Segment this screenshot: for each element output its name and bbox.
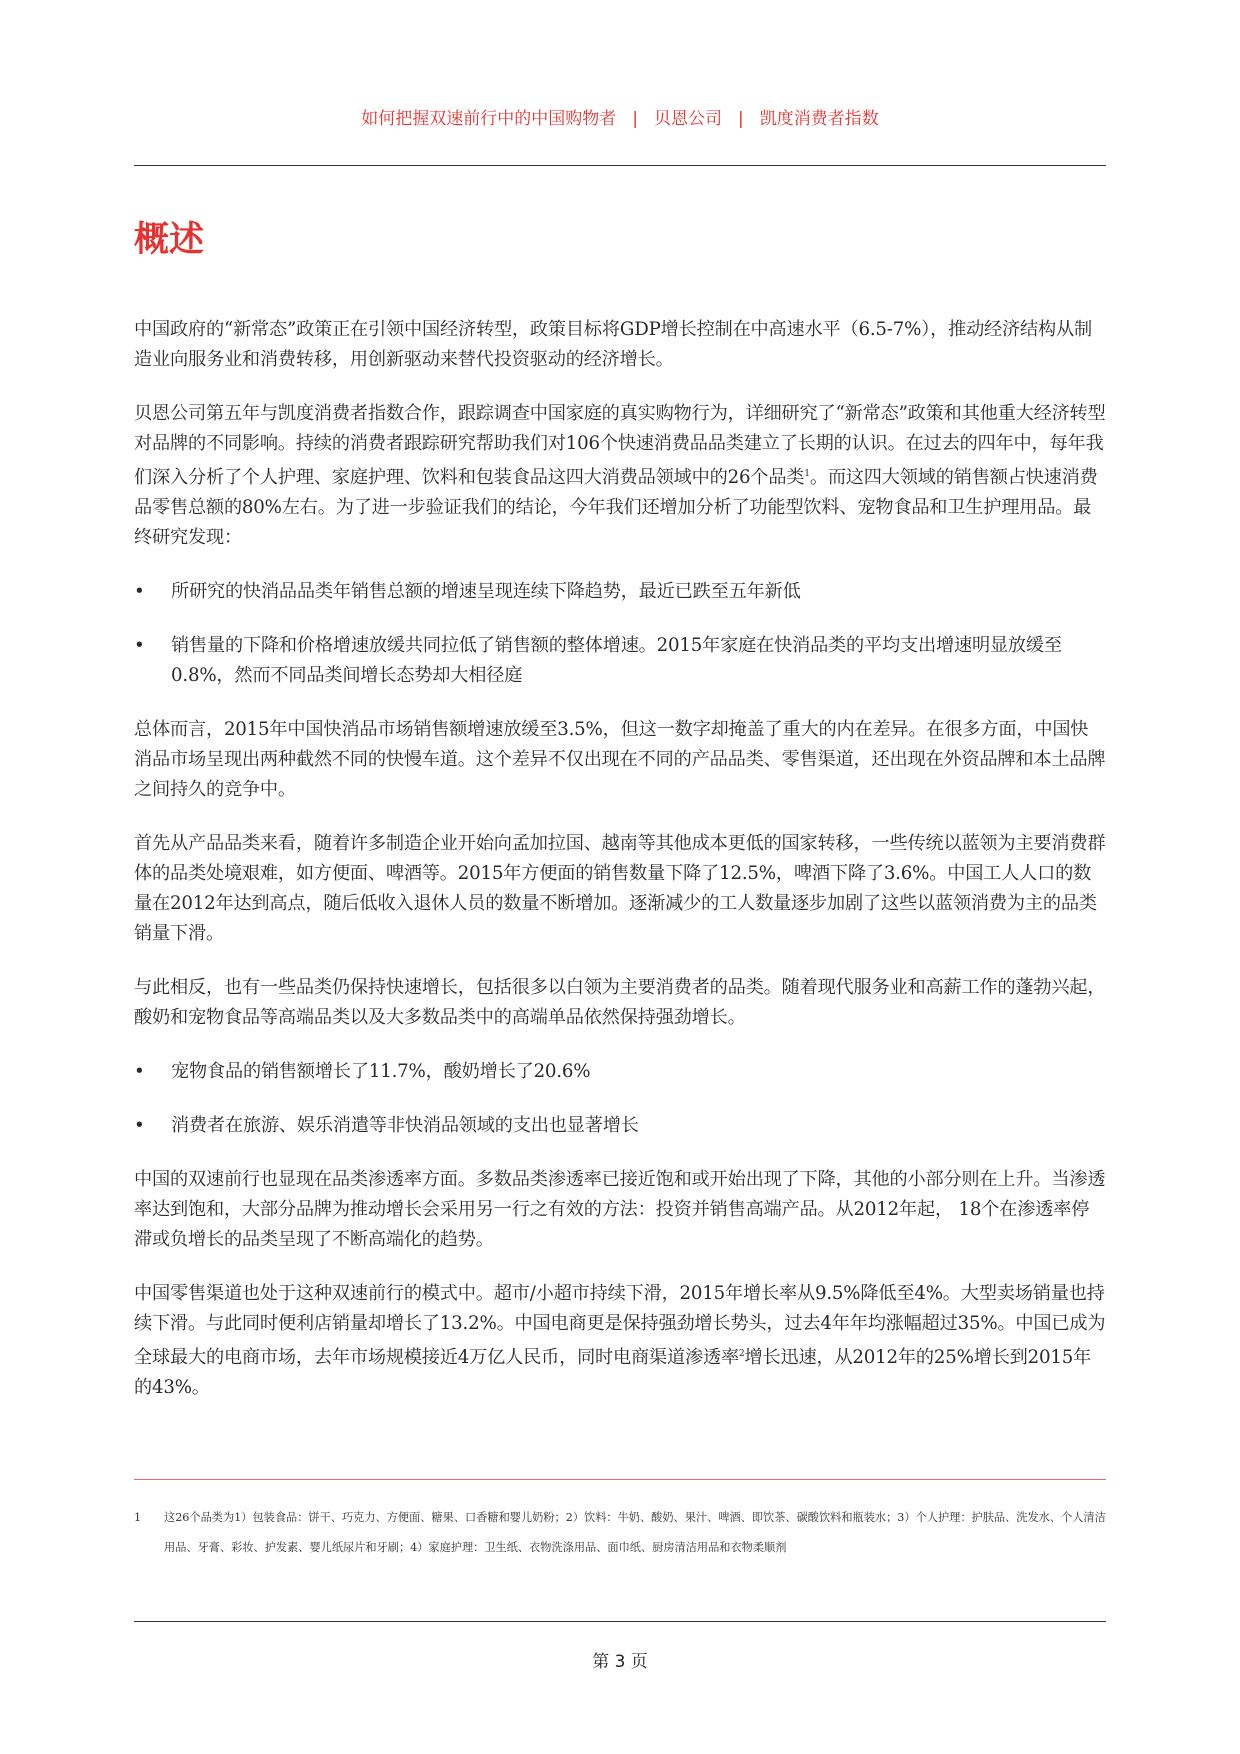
bullet-item [134, 631, 1106, 691]
bullet-item [134, 1111, 1106, 1141]
bullet-icon: • [134, 1115, 145, 1137]
body-content [134, 315, 1106, 1427]
footnote-number: 1 [134, 1511, 142, 1524]
bullet-item [134, 1057, 1106, 1087]
header-separator: | [632, 109, 638, 129]
page-title: 概述 [134, 220, 205, 260]
footer-divider [134, 1621, 1106, 1622]
paragraph [134, 1279, 1106, 1403]
bullet-icon: • [134, 1061, 145, 1083]
paragraph: 中国政府的“新常态”政策正在引领中国经济转型，政策目标将GDP增长控制在中高速水平（6.5-7%），推动经济结构从制造业向服务业和消费转移，用创新驱动来替代投资驱动的经济增长。 [134, 319, 1092, 370]
footnote [134, 1503, 1106, 1563]
footnote-ref: 2 [738, 1349, 745, 1360]
bullet-text: 消费者在旅游、娱乐消遣等非快消品领域的支出也显著增长 [171, 1115, 639, 1137]
paragraph-text: 增长迅速，从2012年的25%增长到2015年的43%。 [134, 1347, 1092, 1399]
bullet-icon: • [134, 635, 145, 657]
bullet-text: 宠物食品的销售额增长了11.7%，酸奶增长了20.6% [171, 1061, 591, 1083]
header-partner: 凯度消费者指数 [759, 109, 879, 129]
bullet-icon: • [134, 581, 145, 603]
bullet-item [134, 577, 1106, 607]
paragraph: 与此相反，也有一些品类仍保持快速增长，包括很多以白领为主要消费者的品类。随着现代服务业和高薪工作的蓬勃兴起，酸奶和宠物食品等高端品类以及大多数品类中的高端单品依然保持强劲增长。 [134, 977, 1106, 1029]
paragraph [134, 399, 1106, 553]
footnote-ref: 1 [804, 469, 810, 479]
header-divider [134, 165, 1106, 166]
paragraph-text: 中国零售渠道也处于这种双速前行的模式中。超市/小超市持续下滑，2015年增长率从9.5%降低至4%。大型卖场销量也持续下滑。与此同时便利店销量却增长了13.2%。中国电商更是保持强劲增长势头，过去4年年均涨幅超过35%。中国已成为全球最大的电商市场，去年市场规模接近4万亿人民币，同时电商渠道渗透率 [134, 1283, 1106, 1369]
paragraph: 总体而言，2015年中国快消品市场销售额增速放缓至3.5%，但这一数字却掩盖了重大的内在差异。在很多方面，中国快消品市场呈现出两种截然不同的快慢车道。这个差异不仅出现在不同的产品品类、零售渠道，还出现在外资品牌和本土品牌之间持久的竞争中。 [134, 719, 1106, 801]
running-header [134, 104, 1106, 129]
footnote-divider [134, 1479, 1106, 1480]
bullet-text: 所研究的快消品品类年销售总额的增速呈现连续下降趋势，最近已跌至五年新低 [171, 581, 801, 603]
paragraph: 首先从产品品类来看，随着许多制造企业开始向孟加拉国、越南等其他成本更低的国家转移，一些传统以蓝领为主要消费群体的品类处境艰难，如方便面、啤酒等。2015年方便面的销售数量下降了12.5%，啤酒下降了3.6%。中国工人人口的数量在2012年达到高点，随后低收入退休人员的数量不断增加。逐渐减少的工人数量逐步加剧了这些以蓝领消费为主的品类销量下滑。 [134, 833, 1106, 945]
paragraph-text: 贝恩公司第五年与凯度消费者指数合作，跟踪调查中国家庭的真实购物行为，详细研究了“新常态”政策和其他重大经济转型对品牌的不同影响。持续的消费者跟踪研究帮助我们对106个快速消费品品类建立了长期的认识。在过去的四年中，每年我们深入分析了个人护理、家庭护理、饮料和包装食品这四大消费品领域中的26个品类 [134, 403, 1106, 489]
header-separator: | [738, 109, 744, 129]
bullet-text: 销售量的下降和价格增速放缓共同拉低了销售额的整体增速。2015年家庭在快消品类的平均支出增速明显放缓至0.8%，然而不同品类间增长态势却大相径庭 [171, 635, 1062, 687]
header-report-title: 如何把握双速前行中的中国购物者 [361, 109, 617, 129]
page-number: 第 3 页 [592, 1652, 648, 1672]
paragraph-text: 。而这四大领域的销售额占快速消费品零售总额的80%左右。为了进一步验证我们的结论，今年我们还增加分析了功能型饮料、宠物食品和卫生护理用品。最终研究发现： [134, 467, 1098, 549]
header-company: 贝恩公司 [654, 109, 722, 129]
paragraph: 中国的双速前行也显现在品类渗透率方面。多数品类渗透率已接近饱和或开始出现了下降，其他的小部分则在上升。当渗透率达到饱和，大部分品牌为推动增长会采用另一行之有效的方法：投资并销售高端产品。从2012年起， 18个在渗透率停滞或负增长的品类呈现了不断高端化的趋势。 [134, 1169, 1106, 1251]
footnote-text: 这26个品类为1）包装食品：饼干、巧克力、方便面、糖果、口香糖和婴儿奶粉；2）饮料：牛奶、酸奶、果汁、啤酒、即饮茶、碳酸饮料和瓶装水；3）个人护理：护肤品、洗发水、个人清洁用品、牙膏、彩妆、护发素、婴儿纸尿片和牙刷；4）家庭护理：卫生纸、衣物洗涤用品、面巾纸、厨房清洁用品和衣物柔顺剂 [164, 1511, 1106, 1554]
